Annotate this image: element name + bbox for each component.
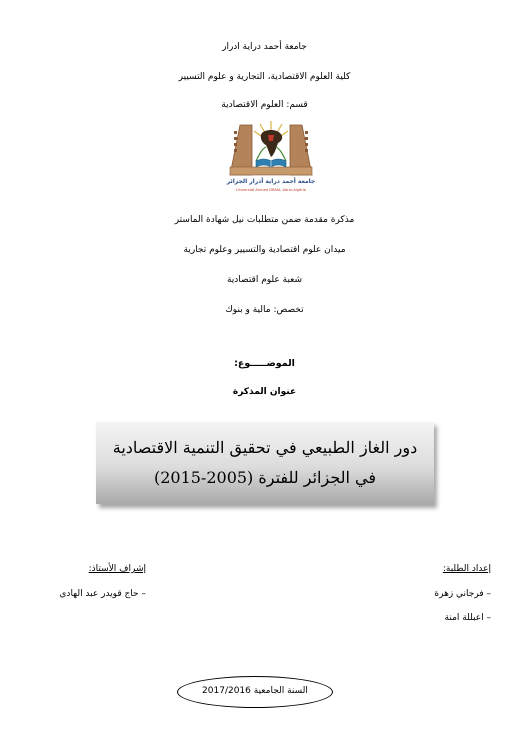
thesis-branch: شعبة علوم اقتصادية xyxy=(226,275,303,285)
thesis-purpose: مذكرة مقدمة ضمن متطلبات نيل شهادة الماستر xyxy=(174,215,355,225)
thesis-title-line-1: دور الغاز الطبيعي في تحقيق التنمية الاقتصادية xyxy=(112,438,418,457)
supervisor-name: – حاج قويدر عبد الهادي xyxy=(59,589,146,599)
logo-latin-text: Université Ahmed DRAIA. Adrar-Algérie xyxy=(236,188,306,192)
thesis-specialty: تخصص: مالية و بنوك xyxy=(225,305,304,315)
academic-year-oval xyxy=(177,676,333,708)
thesis-title-line-2: في الجزائر للفترة (2005-2015) xyxy=(153,468,377,487)
students-heading: إعداد الطلبة: xyxy=(442,564,491,574)
university-name: جامعة أحمد دراية ادرار xyxy=(222,42,307,52)
thesis-field: ميدان علوم اقتصادية والتسيير وعلوم تجارية xyxy=(183,245,346,255)
academic-year: السنة الجامعية 2017/2016 xyxy=(202,686,308,696)
logo-arabic-text: جامعة أحمد دراية أدرار الجزائر xyxy=(226,178,316,185)
student-name: – فرجاني زهرة xyxy=(434,589,491,599)
supervisor-heading: إشراف الأستاذ: xyxy=(88,564,146,574)
department-name: قسم: العلوم الاقتصادية xyxy=(221,100,308,110)
university-logo xyxy=(226,117,316,195)
topic-label: الموضـــــوع: xyxy=(234,358,295,369)
topic-sublabel: عنوان المذكرة xyxy=(232,387,297,397)
student-name: – اعبللة امنة xyxy=(444,613,491,623)
faculty-name: كلية العلوم الاقتصادية، التجارية و علوم التسيير xyxy=(178,72,351,82)
thesis-title-box xyxy=(96,422,434,504)
